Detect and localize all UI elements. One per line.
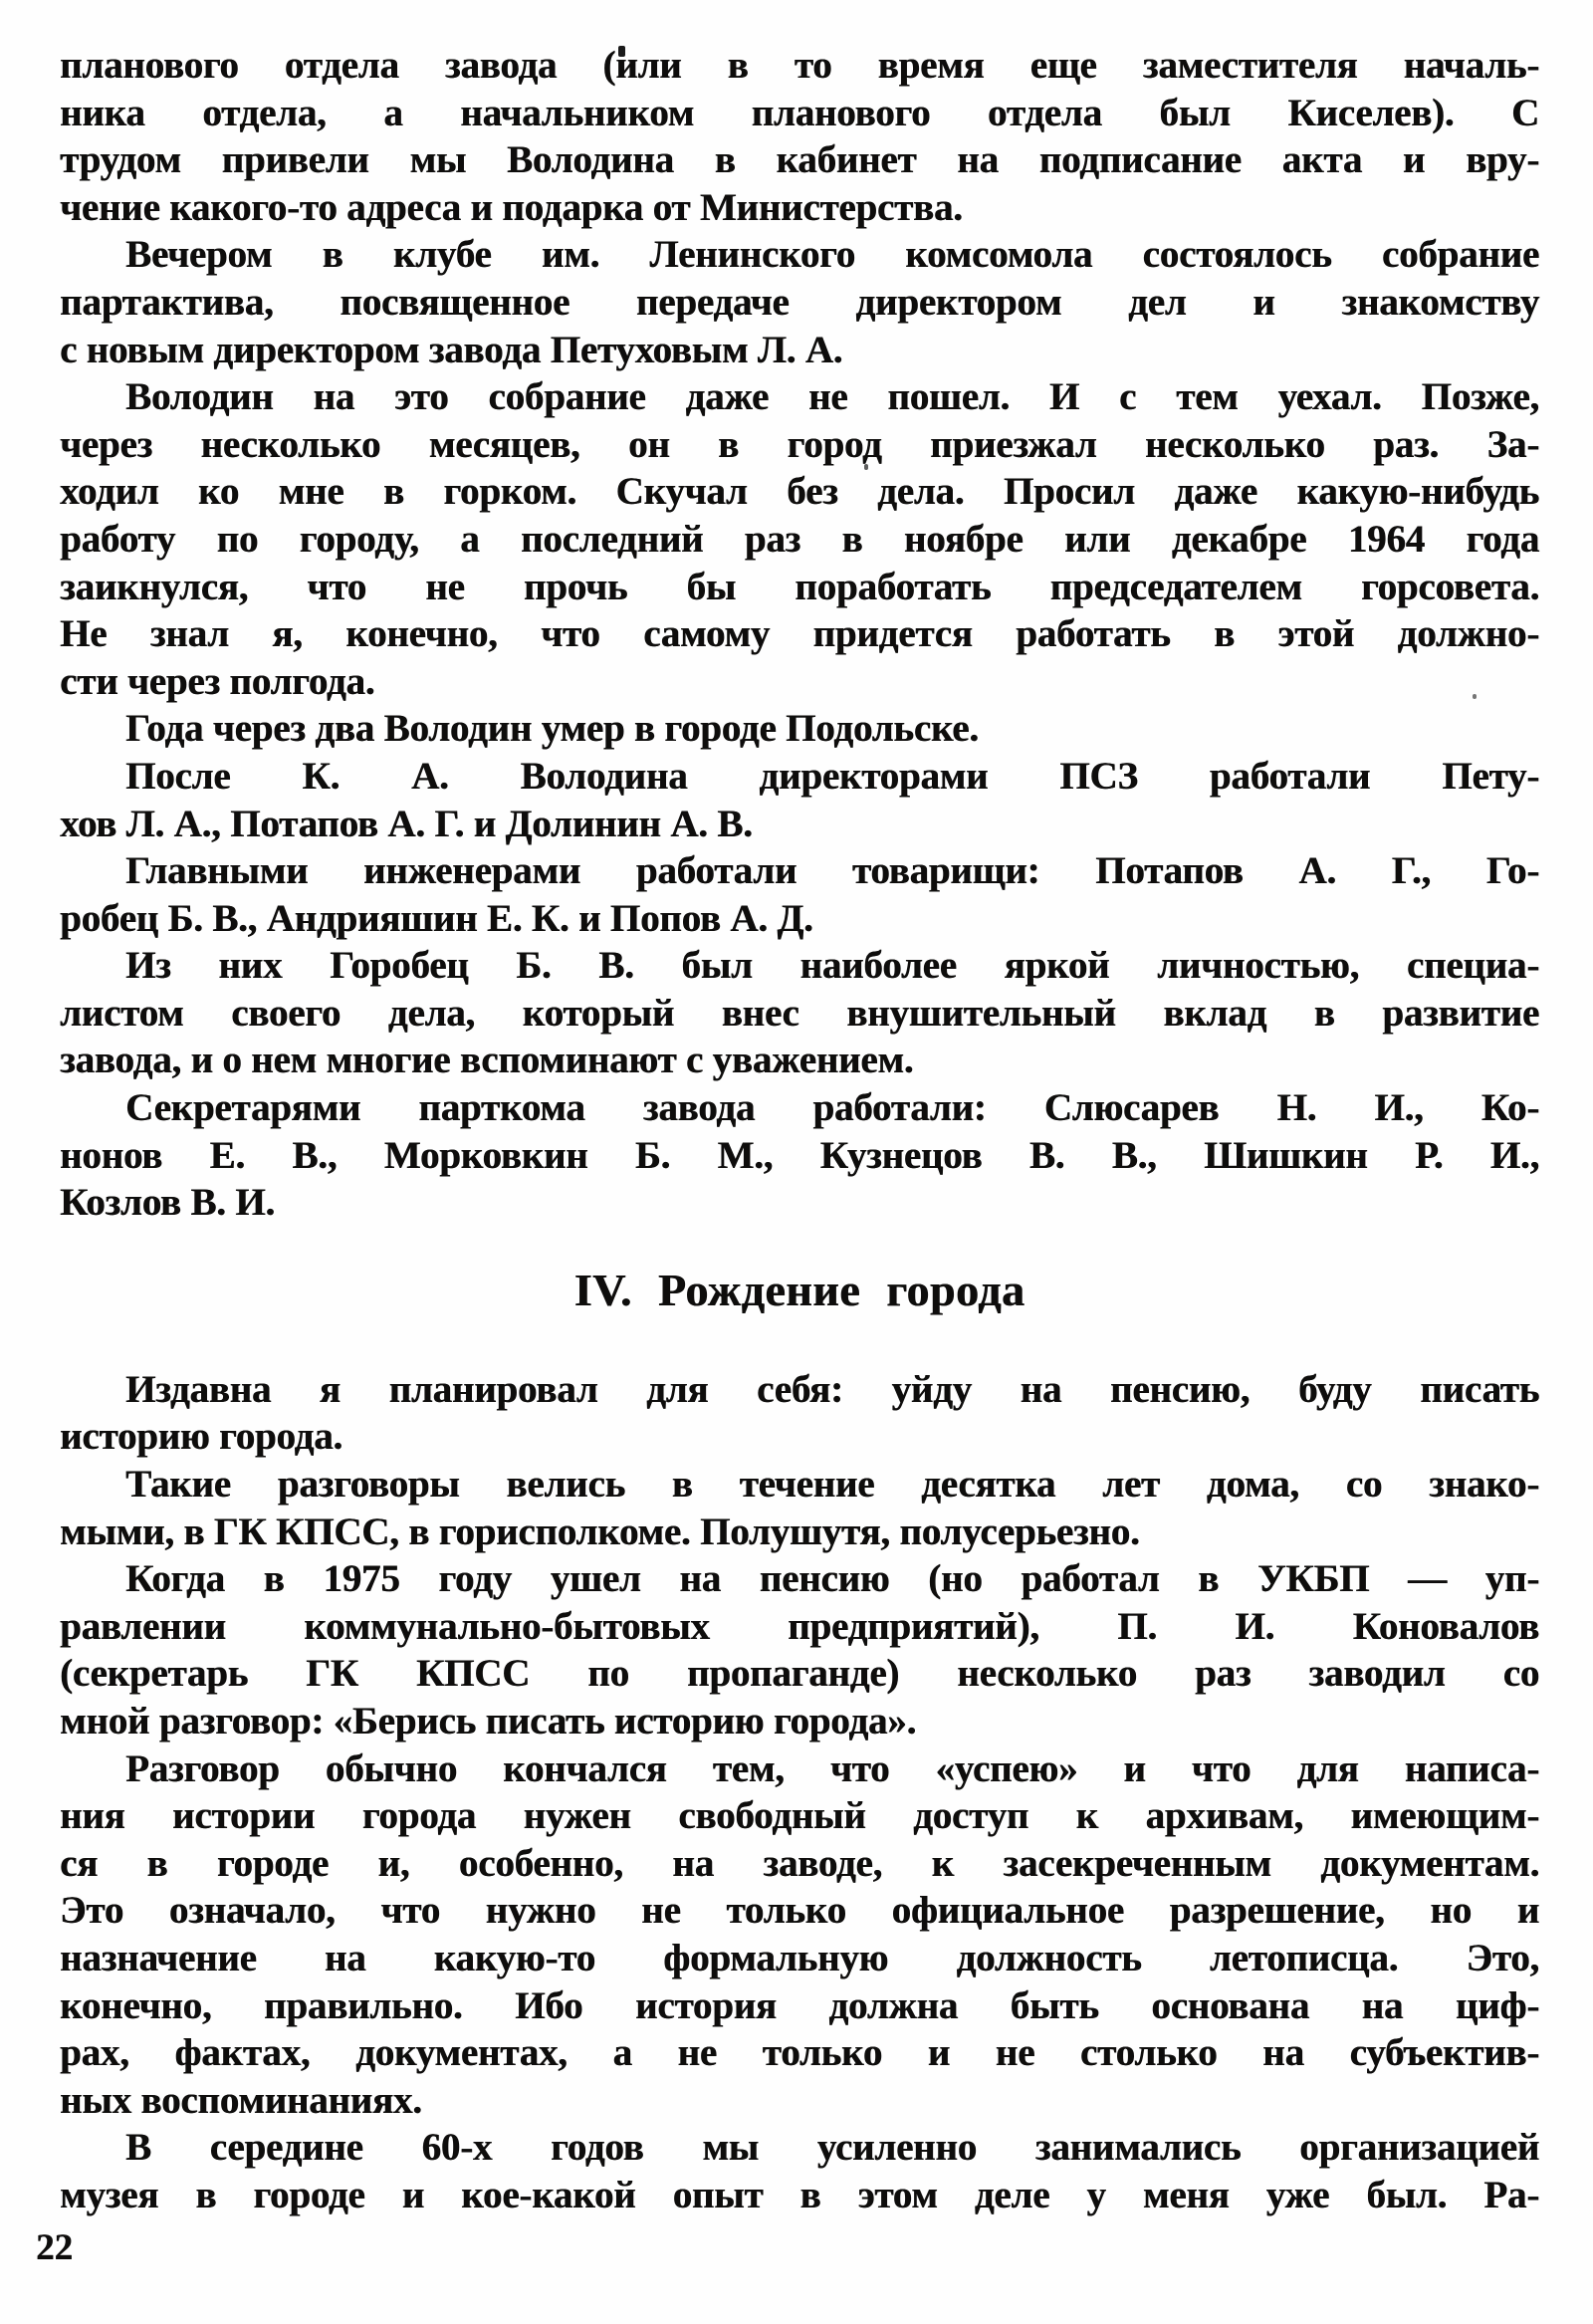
- text-line: конечно, правильно. Ибо история должна быть основана на циф-: [60, 1983, 1539, 2027]
- paragraph: [60, 42, 1539, 231]
- paragraph: [60, 231, 1539, 373]
- text-line: заикнулся, что не прочь бы поработать председателем горсовета.: [60, 565, 1539, 608]
- text-line: ных воспоминаниях.: [60, 2078, 422, 2122]
- text-line: завода, и о нем многие вспоминают с уважением.: [60, 1039, 914, 1082]
- paragraph: [60, 2124, 1539, 2218]
- text-line: Разговор обычно кончался тем, что «успею» и что для написа-: [125, 1746, 1539, 1790]
- text-line: мыми, в ГК КПСС, в горисполкоме. Полушутя, полусерьезно.: [60, 1510, 1140, 1553]
- paragraph: [60, 847, 1539, 942]
- text-line: музея в городе и кое-какой опыт в этом деле у меня уже был. Ра-: [60, 2173, 1539, 2216]
- text-line: Из них Горобец Б. В. был наиболее яркой личностью, специа-: [125, 944, 1539, 988]
- text-line: робец Б. В., Андрияшин Е. К. и Попов А. Д.: [60, 896, 813, 940]
- paragraph: [60, 753, 1539, 847]
- paragraph: [60, 1366, 1539, 1461]
- text-line: Вечером в клубе им. Ленинского комсомола состоялось собрание: [125, 233, 1539, 277]
- text-line: с новым директором завода Петуховым Л. А.: [60, 328, 843, 371]
- text-line: равлении коммунально-бытовых предприятий), П. И. Коновалов: [60, 1604, 1539, 1648]
- text-line: работу по городу, а последний раз в ноябре или декабре 1964 года: [60, 517, 1539, 561]
- text-line: рах, фактах, документах, а не только и не столько на субъектив-: [60, 2031, 1539, 2075]
- text-line: Такие разговоры велись в течение десятка лет дома, со знако-: [125, 1463, 1539, 1507]
- text-line: историю города.: [60, 1415, 342, 1459]
- text-line: чение какого-то адреса и подарка от Министерства.: [60, 185, 963, 229]
- text-line: ся в городе и, особенно, на заводе, к засекреченным документам.: [60, 1841, 1539, 1885]
- text-line: Когда в 1975 году ушел на пенсию (но работал в УКБП — уп-: [125, 1557, 1539, 1601]
- text-line: Не знал я, конечно, что самому придется работать в этой должно-: [60, 612, 1539, 656]
- text-line: листом своего дела, который внес внушительный вклад в развитие: [60, 991, 1539, 1035]
- text-line: мной разговор: «Берись писать историю города».: [60, 1700, 917, 1743]
- text-line: Главными инженерами работали товарищи: Потапов А. Г., Го-: [125, 849, 1539, 893]
- text-line: ходил ко мне в горком. Скучал без дела. Просил даже какую-нибудь: [60, 470, 1539, 514]
- text-line: Секретарями парткома завода работали: Слюсарев Н. И., Ко-: [125, 1086, 1539, 1130]
- text-line: Издавна я планировал для себя: уйду на пенсию, буду писать: [125, 1367, 1539, 1411]
- text-line: планового отдела завода (или в то время еще заместителя началь-: [60, 44, 1539, 87]
- text-column: [60, 42, 1539, 2219]
- paragraph: [60, 1084, 1539, 1227]
- paragraph: [60, 1555, 1539, 1744]
- text-line: Козлов В. И.: [60, 1181, 275, 1225]
- text-line: хов Л. А., Потапов А. Г. и Долинин А. В.: [60, 802, 753, 845]
- text-line: ния истории города нужен свободный доступ к архивам, имеющим-: [60, 1794, 1539, 1838]
- text-line: (секретарь ГК КПСС по пропаганде) несколько раз заводил со: [60, 1652, 1539, 1696]
- section-heading: IV. Рождение города: [573, 1264, 1025, 1315]
- text-line: трудом привели мы Володина в кабинет на подписание акта и вру-: [60, 138, 1539, 182]
- paragraph: [60, 1745, 1539, 2125]
- text-line: После К. А. Володина директорами ПСЗ работали Пету-: [125, 754, 1539, 798]
- page-number: 22: [36, 2227, 73, 2268]
- text-line: В середине 60-х годов мы усиленно занимались организацией: [125, 2126, 1539, 2170]
- text-line: нонов Е. В., Морковкин Б. М., Кузнецов В. В., Шишкин Р. И.,: [60, 1133, 1539, 1177]
- text-block-after-heading: [60, 1366, 1539, 2219]
- text-line: Это означало, что нужно не только официальное разрешение, но и: [60, 1889, 1539, 1933]
- text-block-before-heading: [60, 42, 1539, 1227]
- text-line: через несколько месяцев, он в город приезжал несколько раз. За-: [60, 422, 1539, 466]
- text-line: назначение на какую-то формальную должность летописца. Это,: [60, 1936, 1539, 1979]
- paragraph: [60, 705, 1539, 753]
- text-line: партактива, посвященное передаче директором дел и знакомству: [60, 280, 1539, 324]
- paragraph: [60, 1461, 1539, 1555]
- paragraph: [60, 373, 1539, 705]
- text-line: ника отдела, а начальником планового отдела был Киселев). С: [60, 91, 1539, 134]
- paragraph: [60, 942, 1539, 1084]
- text-line: Володин на это собрание даже не пошел. И с тем уехал. Позже,: [125, 375, 1539, 419]
- text-line: сти через полгода.: [60, 659, 375, 703]
- text-line: Года через два Володин умер в городе Подольске.: [125, 707, 979, 751]
